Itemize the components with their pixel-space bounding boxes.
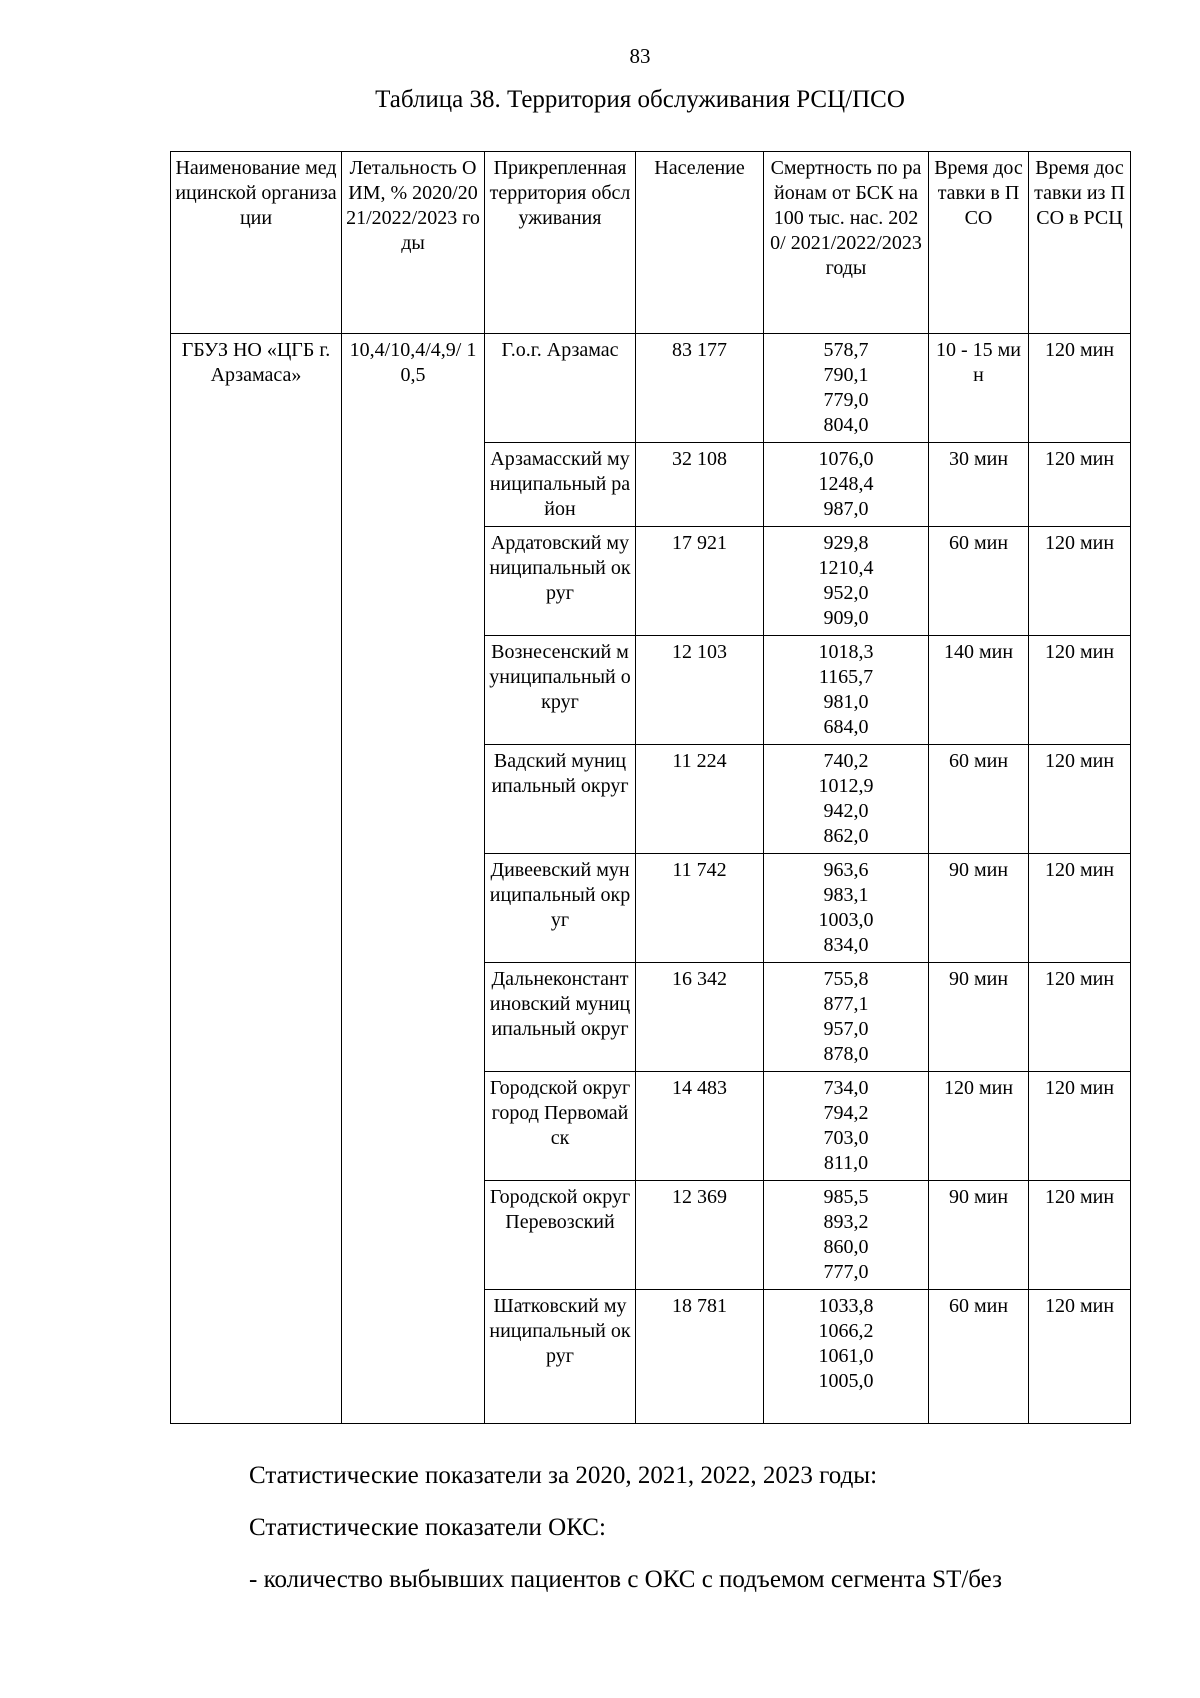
to-pso-cell: 60 мин bbox=[929, 745, 1029, 854]
territory-cell: Городской округ Перевозский bbox=[485, 1181, 636, 1290]
mortality-cell: 1076,0 1248,4 987,0 bbox=[764, 443, 929, 527]
territory-cell: Вознесенский муниципальный округ bbox=[485, 636, 636, 745]
mortality-cell: 740,2 1012,9 942,0 862,0 bbox=[764, 745, 929, 854]
population-cell: 18 781 bbox=[636, 1290, 764, 1424]
to-pso-cell: 90 мин bbox=[929, 1181, 1029, 1290]
table-title: Таблица 38. Территория обслуживания РСЦ/ПСО bbox=[375, 86, 905, 113]
to-pso-cell: 90 мин bbox=[929, 963, 1029, 1072]
from-pso-cell: 120 мин bbox=[1029, 854, 1131, 963]
mortality-cell: 1033,8 1066,2 1061,0 1005,0 bbox=[764, 1290, 929, 1424]
mortality-cell: 734,0 794,2 703,0 811,0 bbox=[764, 1072, 929, 1181]
paragraph-statistics-years: Статистические показатели за 2020, 2021, 2022, 2023 годы: bbox=[249, 1462, 878, 1489]
page-number: 83 bbox=[629, 44, 651, 68]
territory-cell: Дивеевский муниципальный округ bbox=[485, 854, 636, 963]
to-pso-cell: 90 мин bbox=[929, 854, 1029, 963]
population-cell: 17 921 bbox=[636, 527, 764, 636]
header-lethality: Летальность ОИМ, % 2020/2021/2022/2023 годы bbox=[342, 152, 485, 334]
mortality-cell: 578,7 790,1 779,0 804,0 bbox=[764, 334, 929, 443]
from-pso-cell: 120 мин bbox=[1029, 443, 1131, 527]
territory-cell: Арзамасский муниципальный район bbox=[485, 443, 636, 527]
population-cell: 16 342 bbox=[636, 963, 764, 1072]
header-territory: Прикрепленная территория обслуживания bbox=[485, 152, 636, 334]
from-pso-cell: 120 мин bbox=[1029, 963, 1131, 1072]
header-mortality: Смертность по районам от БСК на 100 тыс. нас. 2020/ 2021/2022/2023 годы bbox=[764, 152, 929, 334]
service-territory-table bbox=[170, 151, 1131, 1424]
paragraph-oks-heading: Статистические показатели ОКС: bbox=[249, 1514, 606, 1541]
to-pso-cell: 30 мин bbox=[929, 443, 1029, 527]
header-population: Население bbox=[636, 152, 764, 334]
territory-cell: Шатковский муниципальный округ bbox=[485, 1290, 636, 1424]
to-pso-cell: 120 мин bbox=[929, 1072, 1029, 1181]
population-cell: 83 177 bbox=[636, 334, 764, 443]
org-lethality-cell: 10,4/10,4/4,9/ 10,5 bbox=[342, 334, 485, 1424]
population-cell: 11 224 bbox=[636, 745, 764, 854]
from-pso-cell: 120 мин bbox=[1029, 527, 1131, 636]
population-cell: 12 103 bbox=[636, 636, 764, 745]
mortality-cell: 755,8 877,1 957,0 878,0 bbox=[764, 963, 929, 1072]
territory-cell: Г.о.г. Арзамас bbox=[485, 334, 636, 443]
to-pso-cell: 60 мин bbox=[929, 1290, 1029, 1424]
paragraph-oks-list-item: - количество выбывших пациентов с ОКС с подъемом сегмента ST/без bbox=[249, 1566, 1002, 1593]
mortality-cell: 1018,3 1165,7 981,0 684,0 bbox=[764, 636, 929, 745]
from-pso-cell: 120 мин bbox=[1029, 1290, 1131, 1424]
population-cell: 11 742 bbox=[636, 854, 764, 963]
mortality-cell: 985,5 893,2 860,0 777,0 bbox=[764, 1181, 929, 1290]
header-from-pso: Время доставки из ПСО в РСЦ bbox=[1029, 152, 1131, 334]
population-cell: 32 108 bbox=[636, 443, 764, 527]
to-pso-cell: 60 мин bbox=[929, 527, 1029, 636]
header-org: Наименование медицинской организации bbox=[171, 152, 342, 334]
territory-cell: Городской округ город Первомайск bbox=[485, 1072, 636, 1181]
table-row bbox=[171, 334, 1131, 443]
to-pso-cell: 10 - 15 мин bbox=[929, 334, 1029, 443]
territory-cell: Дальнеконстантиновский муниципальный округ bbox=[485, 963, 636, 1072]
from-pso-cell: 120 мин bbox=[1029, 334, 1131, 443]
org-name-cell: ГБУЗ НО «ЦГБ г. Арзамаса» bbox=[171, 334, 342, 1424]
population-cell: 12 369 bbox=[636, 1181, 764, 1290]
to-pso-cell: 140 мин bbox=[929, 636, 1029, 745]
mortality-cell: 963,6 983,1 1003,0 834,0 bbox=[764, 854, 929, 963]
population-cell: 14 483 bbox=[636, 1072, 764, 1181]
mortality-cell: 929,8 1210,4 952,0 909,0 bbox=[764, 527, 929, 636]
territory-cell: Ардатовский муниципальный округ bbox=[485, 527, 636, 636]
header-to-pso: Время доставки в ПСО bbox=[929, 152, 1029, 334]
from-pso-cell: 120 мин bbox=[1029, 1181, 1131, 1290]
from-pso-cell: 120 мин bbox=[1029, 745, 1131, 854]
from-pso-cell: 120 мин bbox=[1029, 636, 1131, 745]
territory-cell: Вадский муниципальный округ bbox=[485, 745, 636, 854]
from-pso-cell: 120 мин bbox=[1029, 1072, 1131, 1181]
table-header-row bbox=[171, 152, 1131, 334]
